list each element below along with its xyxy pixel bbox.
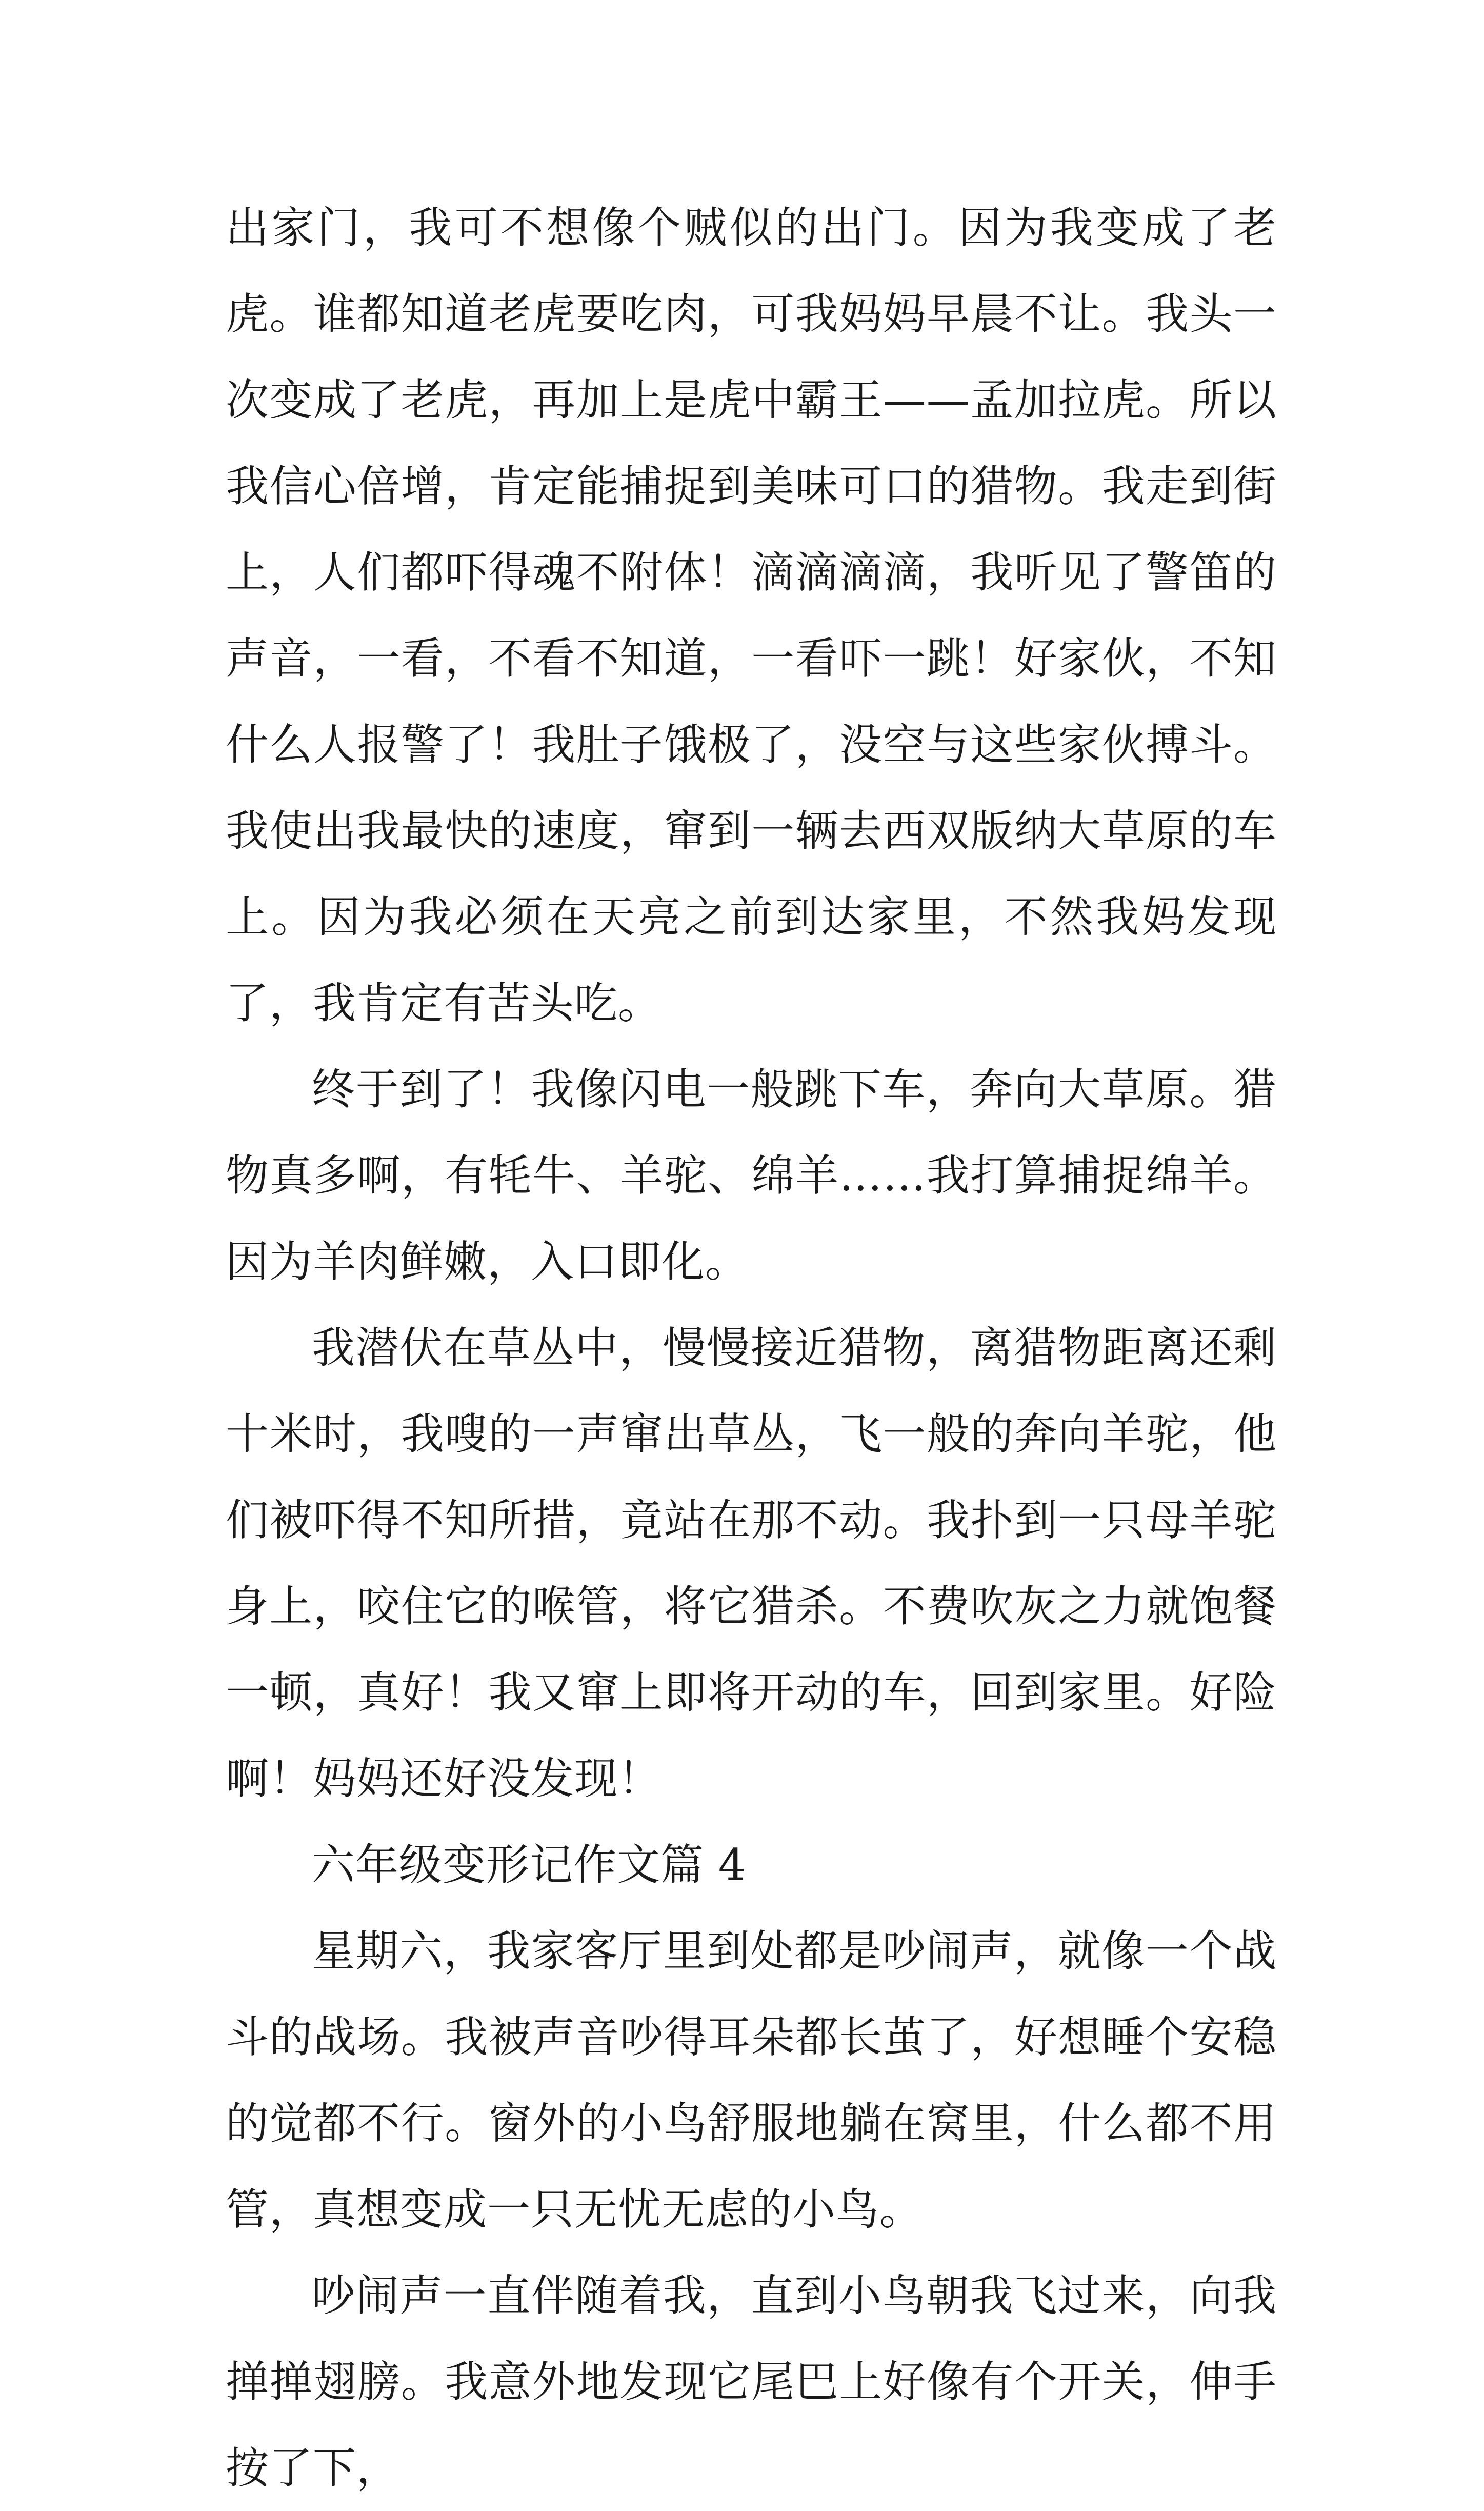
section-heading: 六年级变形记作文篇 4: [312, 1840, 747, 1890]
paragraph-bird-switch: 吵闹声一直伴随着我，直到小鸟朝我飞过来，向我掸掸翅膀。我意外地发现它尾巴上好像有个开关，伸手按了下，: [226, 2270, 1277, 2493]
paragraph-arrive-grassland: 终于到了！我像闪电一般跳下车，奔向大草原。猎物真多啊，有牦牛、羊驼、绵羊……我打算捕捉绵羊。因为羊肉鲜嫩，入口即化。: [226, 1064, 1277, 1287]
paragraph-tiger-escape: 出家门，我可不想像个贼似的出门。因为我变成了老虎。谁都知道老虎要吃肉，可我妈妈早晨不让。我头一次变成了老虎，再加上是虎中霸王——孟加拉虎。所以我信心倍增，肯定能捕捉到美味可口的猎物。我走到街上，人们都吓得魂不附体！滴滴滴滴，我听见了警笛的声音，一看，不看不知道，一看吓一跳！好家伙，不知什么人报警了！我肚子饿极了，没空与这些家伙搏斗。我使出我最快的速度，窜到一辆去西双版纳大草原的车上。因为我必须在天亮之前到达家里，不然我妈发现了，我肯定有苦头吃。: [226, 203, 1277, 1028]
document-body: [226, 185, 1277, 2511]
paragraph-hunt: 我潜伏在草丛中，慢慢接近猎物，离猎物距离还剩十米时，我嗖的一声窜出草丛，飞一般的奔向羊驼，他们被吓得不知所措，竟站在那不动。我扑到一只母羊驼身上，咬住它的喉管，将它猎杀。不费吹灰之力就饱餐一顿，真好！我又窜上即将开动的车，回到家里。好险啊！妈妈还好没发现！: [226, 1323, 1277, 1804]
paragraph-saturday-noise: 星期六，我家客厅里到处都是吵闹声，就像一个战斗的战场。我被声音吵得耳朵都长茧了，好想睡个安稳的觉都不行。窗外的小鸟舒服地躺在窝里，什么都不用管，真想变成一只无忧无虑的小鸟。: [226, 1926, 1277, 2235]
